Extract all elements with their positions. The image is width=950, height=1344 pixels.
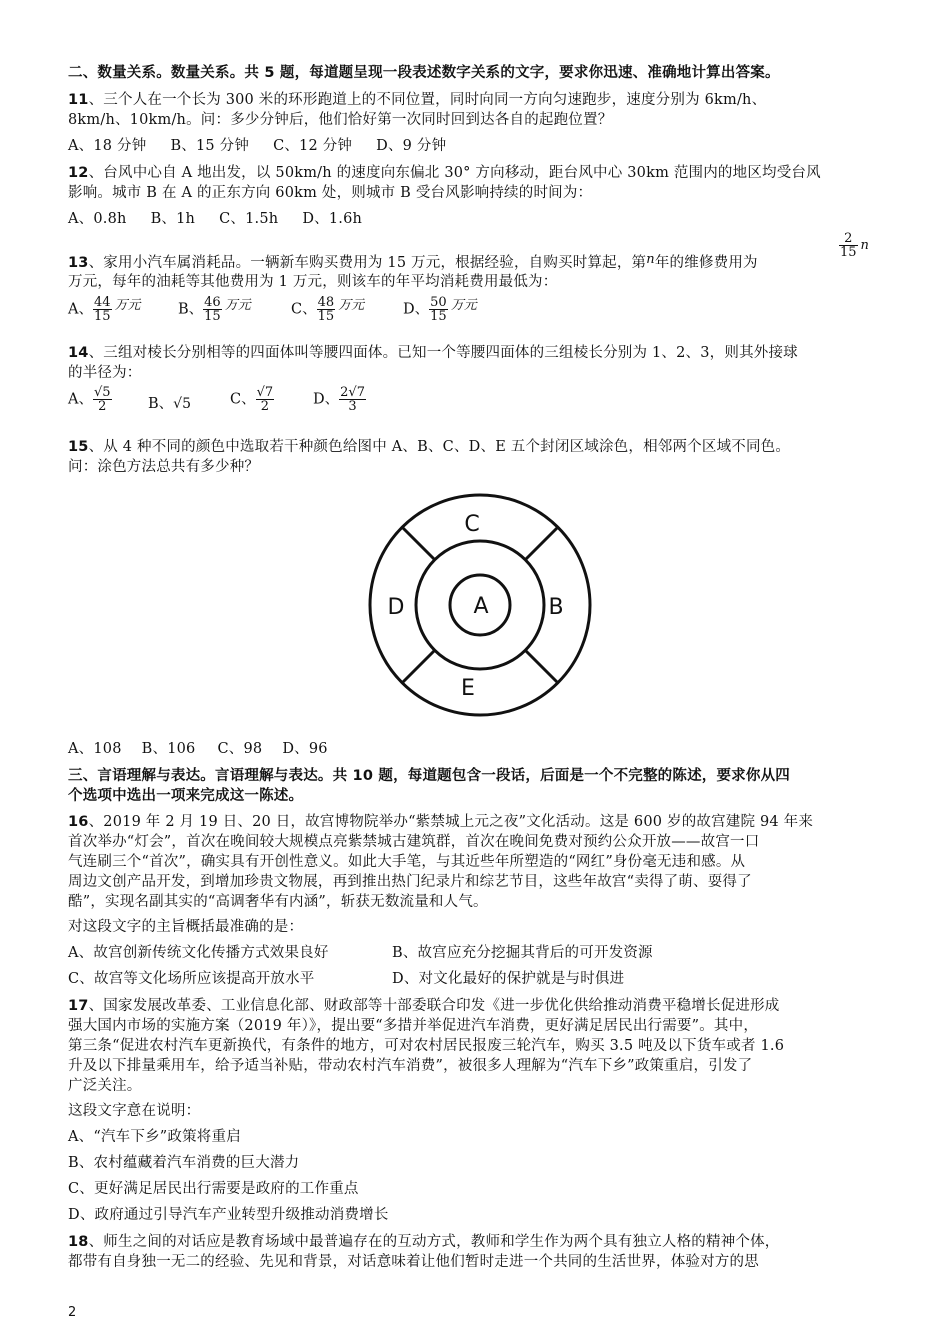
q13-option-unit: 万元 xyxy=(338,297,365,313)
q12-number: 12 xyxy=(68,165,89,181)
q13-option-fraction: $\frac{44}{15}$ xyxy=(93,295,111,324)
section3-heading-line1: 三、言语理解与表达。言语理解与表达。共 10 题，每道题包含一段话，后面是一个不完整的陈述，要求你从四 xyxy=(68,768,790,784)
q16-option-a[interactable]: A、故宫创新传统文化传播方式效果良好 xyxy=(68,945,329,961)
q13-option-label: A、 xyxy=(68,301,93,318)
q13-option-c[interactable] xyxy=(291,296,364,323)
q13-option-label: C、 xyxy=(291,301,317,318)
q17-question: 这段文字意在说明： xyxy=(68,1103,201,1119)
q13-option-unit: 万元 xyxy=(114,297,141,313)
q13-frac-var: n xyxy=(860,238,869,253)
q18-line2: 都带有自身独一无二的经验、先见和背景，对话意味着让他们暂时走进一个共同的生活世界，体验对方的思 xyxy=(68,1254,759,1270)
q17-line3: 第三条“促进农村汽车更新换代，有条件的地方，可对农村居民报废三轮汽车，购买 3.5 吨及以下货车或者 1.6 xyxy=(68,1038,785,1054)
divider-bottom-right xyxy=(525,650,558,683)
q11-line2: 8km/h、10km/h。问：多少分钟后，他们恰好第一次同时回到达各自的起跑位置？ xyxy=(68,112,613,128)
q15-option-c[interactable]: C、98 xyxy=(217,741,263,757)
q17-option-c[interactable]: C、更好满足居民出行需要是政府的工作重点 xyxy=(68,1181,359,1197)
q11-text: 、三个人在一个长为 300 米的环形跑道上的不同位置，同时向同一方向匀速跑步，速度分别为 6km/h、 xyxy=(88,92,767,108)
region-label-c: C xyxy=(464,512,480,537)
q13-frac-den: 15 xyxy=(840,245,857,260)
q11-options xyxy=(68,137,446,155)
q12-option-a[interactable]: A、0.8h xyxy=(68,211,127,227)
q15-region-diagram xyxy=(0,490,950,750)
q18-line1 xyxy=(68,1233,780,1251)
q15-option-d[interactable]: D、96 xyxy=(282,741,328,757)
q11-option-d[interactable]: D、9 分钟 xyxy=(376,138,447,154)
q16-option-b[interactable]: B、故宫应充分挖掘其背后的可开发资源 xyxy=(392,945,653,961)
q16-line4: 周边文创产品开发，到增加珍贵文物展，再到推出热门纪录片和综艺节目，这些年故宫“卖得了萌、耍得了 xyxy=(68,874,752,890)
q12-line1 xyxy=(68,164,821,182)
q15-option-b[interactable]: B、106 xyxy=(141,741,196,757)
section2-heading: 二、数量关系。数量关系。共 5 题，每道题呈现一段表述数字关系的文字，要求你迅速、准确地计算出答案。 xyxy=(68,65,780,81)
q16-option-d[interactable]: D、对文化最好的保护就是与时俱进 xyxy=(392,971,625,987)
q13-maintenance-fraction xyxy=(839,232,869,259)
q17-text: 、国家发展改革委、工业信息化部、财政部等十部委联合印发《进一步优化供给推动消费平稳增长促进形成 xyxy=(88,998,780,1014)
q13-option-fraction: $\frac{48}{15}$ xyxy=(317,295,335,324)
q14-option-b[interactable]: B、√5 xyxy=(148,396,191,412)
q17-line1 xyxy=(68,997,780,1015)
q14-option-c[interactable]: C、 $\frac{√7}{2}$ xyxy=(230,385,274,414)
q11-line1 xyxy=(68,91,766,109)
q13-frac-num: 2 xyxy=(839,232,858,246)
q16-text: 、2019 年 2 月 19 日、20 日，故宫博物院举办“紫禁城上元之夜”文化活动。这是 600 岁的故宫建院 94 年来 xyxy=(88,814,814,830)
q13-option-unit: 万元 xyxy=(450,297,477,313)
region-label-a: A xyxy=(473,594,489,619)
q13-text-b: 年的维修费用为 xyxy=(654,255,758,271)
q16-line2: 首次举办“灯会”，首次在晚间较大规模点亮紫禁城古建筑群，首次在晚间免费对预约公众开放——故宫一口 xyxy=(68,834,760,850)
region-label-e: E xyxy=(461,676,475,701)
q17-option-b[interactable]: B、农村蕴藏着汽车消费的巨大潜力 xyxy=(68,1155,300,1171)
q16-line1 xyxy=(68,813,813,831)
q16-option-c[interactable]: C、故宫等文化场所应该提高开放水平 xyxy=(68,971,315,987)
q17-option-d[interactable]: D、政府通过引导汽车产业转型升级推动消费增长 xyxy=(68,1207,389,1223)
q15-number: 15 xyxy=(68,439,89,455)
q15-text: 、从 4 种不同的颜色中选取若干种颜色给图中 A、B、C、D、E 五个封闭区域涂色，相邻两个区域不同色。 xyxy=(88,439,791,455)
q16-question: 对这段文字的主旨概括最准确的是： xyxy=(68,919,304,935)
q13-option-fraction: $\frac{46}{15}$ xyxy=(204,295,221,324)
q13-option-a[interactable] xyxy=(68,296,141,323)
q17-number: 17 xyxy=(68,998,89,1014)
q12-options xyxy=(68,210,362,228)
q15-options xyxy=(68,740,328,758)
q14-line1 xyxy=(68,344,798,362)
q17-option-a[interactable]: A、“汽车下乡”政策将重启 xyxy=(68,1129,241,1145)
section3-heading-line2: 个选项中选出一项来完成这一陈述。 xyxy=(68,788,304,804)
q17-line5: 广泛关注。 xyxy=(68,1078,142,1094)
q14-line2: 的半径为： xyxy=(68,365,142,381)
q14-option-d[interactable]: D、 $\frac{2√7}{3}$ xyxy=(313,385,365,414)
q18-text: 、师生之间的对话应是教育场域中最普遍存在的互动方式，教师和学生作为两个具有独立人格的精神个体， xyxy=(88,1234,780,1250)
q12-option-b[interactable]: B、1h xyxy=(150,211,196,227)
q13-var-n: n xyxy=(646,252,655,267)
q12-text: 、台风中心自 A 地出发，以 50km/h 的速度向东偏北 30° 方向移动，距台风中心 30km 范围内的地区均受台风 xyxy=(88,165,821,181)
q17-line2: 强大国内市场的实施方案（2019 年）》，提出要“多措并举促进汽车消费，更好满足居民出行需要”。其中， xyxy=(68,1018,759,1034)
q11-option-b[interactable]: B、15 分钟 xyxy=(170,138,250,154)
q13-option-label: D、 xyxy=(403,301,430,318)
q15-line2: 问：涂色方法总共有多少种？ xyxy=(68,459,260,475)
q15-option-a[interactable]: A、108 xyxy=(68,741,122,757)
q16-number: 16 xyxy=(68,814,89,830)
q14-option-a[interactable]: A、 $\frac{√5}{2}$ xyxy=(68,385,111,414)
q12-option-d[interactable]: D、1.6h xyxy=(302,211,363,227)
q16-line3: 气连刷三个“首次”，确实具有开创性意义。如此大手笔，与其近些年所塑造的“网红”身份毫无违和感。从 xyxy=(68,854,746,870)
divider-top-right xyxy=(525,527,558,560)
region-label-d: D xyxy=(387,595,405,620)
q11-option-a[interactable]: A、18 分钟 xyxy=(68,138,147,154)
q12-option-c[interactable]: C、1.5h xyxy=(219,211,279,227)
q18-number: 18 xyxy=(68,1234,89,1250)
page-number: 2 xyxy=(68,1305,77,1320)
q13-option-label: B、 xyxy=(178,301,204,318)
q11-option-c[interactable]: C、12 分钟 xyxy=(273,138,353,154)
q14-text: 、三组对棱长分别相等的四面体叫等腰四面体。已知一个等腰四面体的三组棱长分别为 1、2、3，则其外接球 xyxy=(88,345,798,361)
divider-top-left xyxy=(402,527,435,560)
q13-line1 xyxy=(68,254,758,273)
q17-line4: 升及以下排量乘用车，给予适当补贴，带动农村汽车消费”，被很多人理解为“汽车下乡”政策重启，引发了 xyxy=(68,1058,753,1074)
q13-option-fraction: $\frac{50}{15}$ xyxy=(430,295,447,324)
divider-bottom-left xyxy=(402,650,435,683)
q13-line2: 万元，每年的油耗等其他费用为 1 万元，则该车的年平均消耗费用最低为： xyxy=(68,274,558,290)
q13-option-b[interactable] xyxy=(178,296,251,323)
region-label-b: B xyxy=(548,595,564,620)
q14-number: 14 xyxy=(68,345,89,361)
q12-line2: 影响。城市 B 在 A 的正东方向 60km 处，则城市 B 受台风影响持续的时间为： xyxy=(68,185,593,201)
q13-option-unit: 万元 xyxy=(224,297,251,313)
q13-number: 13 xyxy=(68,255,89,271)
q16-line5: 酷”，实现名副其实的“高调奢华有内涵”，斩获无数流量和人气。 xyxy=(68,894,488,910)
q15-line1 xyxy=(68,438,790,456)
q11-number: 11 xyxy=(68,92,89,108)
q13-text: 、家用小汽车属消耗品。一辆新车购买费用为 15 万元，根据经验，自购买时算起，第 xyxy=(88,255,647,271)
q13-option-d[interactable] xyxy=(403,296,477,323)
